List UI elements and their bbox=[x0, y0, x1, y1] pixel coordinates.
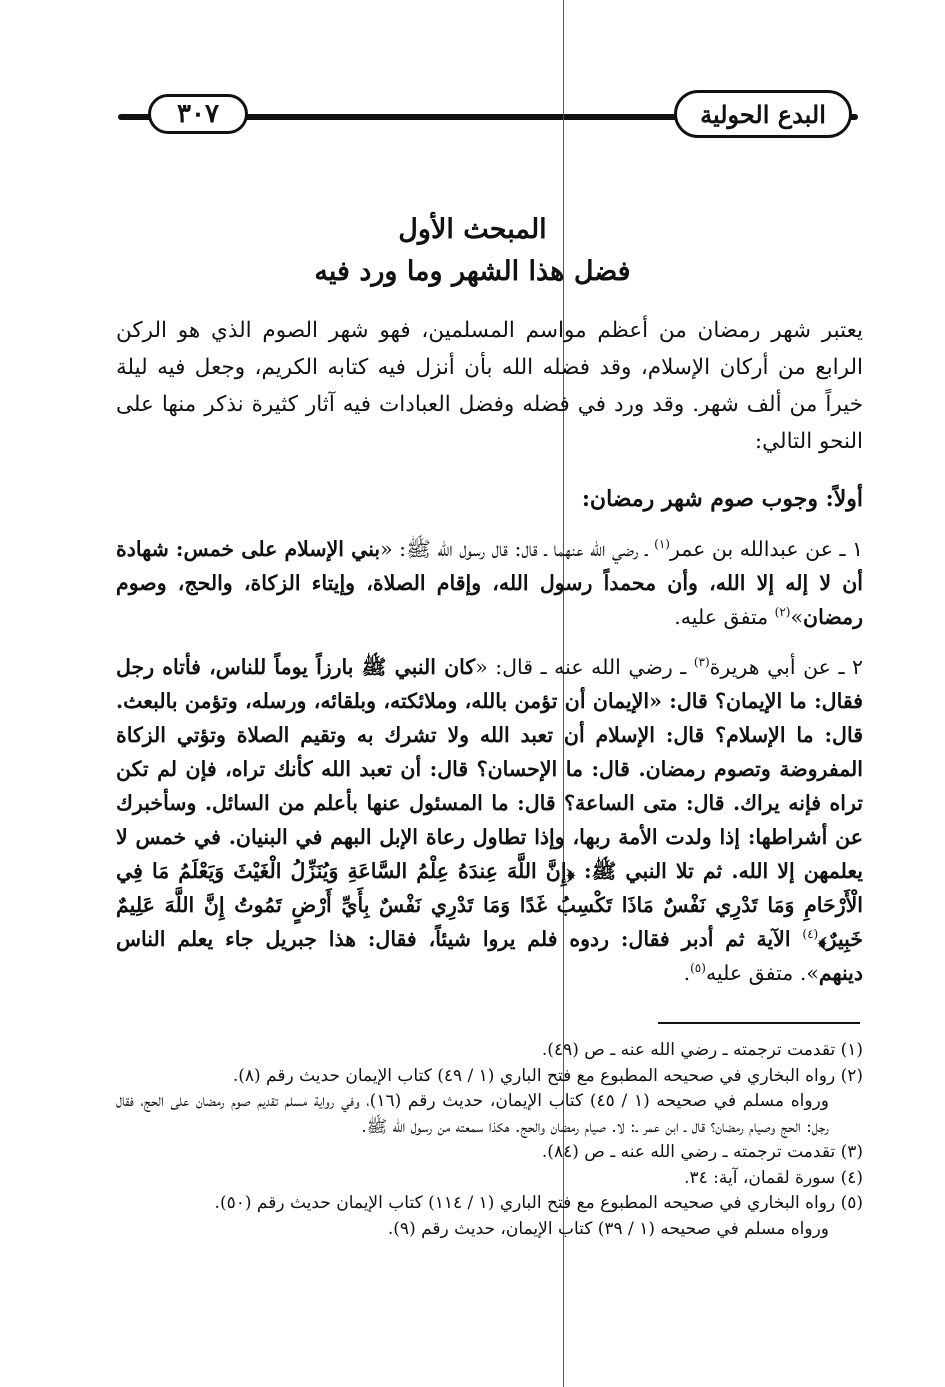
page-number: ٣٠٧ bbox=[148, 94, 248, 134]
footnote-2: (٢) رواه البخاري في صحيحه المطبوع مع فتح الباري (١ / ٤٩) كتاب الإيمان حديث رقم (٨). bbox=[232, 1065, 863, 1086]
hadith-2-close-quote: ». bbox=[799, 961, 819, 985]
hadith-2-text: كان النبي ﷺ بارزاً يوماً للناس، فأتاه رجل فقال: ما الإيمان؟ قال: «الإيمان أن تؤمن بالله، وملائكته، وبلقائه، ورسله، وتؤمن بالبعث. قال: ما الإسلام؟ قال: الإسلام أن تعبد الله ولا تشرك به وتقيم الصلاة وتؤتي الزكاة المفروضة وتصوم رمضان. قال: ما الإحسان؟ قال: أن تعبد الله كأنك تراه، فإن لم تكن تراه فإنه يراك. قال: متى الساعة؟ قال: ما المسئول عنها بأعلم من السائل. وسأخبرك عن أشراطها: إذا ولدت الأمة ربها، وإذا تطاول رعاة الإبل البهم في البنيان. في خمس لا يعلمهن إلا الله. ثم تلا النبي ﷺ: ﴿إِنَّ اللَّهَ عِندَهُ عِلْمُ السَّاعَةِ وَيُنَزِّلُ الْغَيْثَ وَيَعْلَمُ مَا فِي الْأَرْحَامِ وَمَا تَدْرِي نَفْسٌ مَاذَا تَكْسِبُ غَدًا وَمَا تَدْرِي نَفْسٌ بِأَيِّ أَرْضٍ تَمُوتُ إِنَّ اللَّهَ عَلِيمٌ خَبِيرٌ﴾ bbox=[116, 655, 863, 951]
hadith-1 bbox=[116, 532, 863, 634]
hadith-2-attribution: ـ رضي الله عنه ـ قال: « bbox=[475, 655, 694, 679]
subheading: أولاً: وجوب صوم شهر رمضان: bbox=[581, 486, 863, 512]
footnote-3: (٣) تقدمت ترجمته ـ رضي الله عنه ـ ص (٨٤). bbox=[541, 1142, 863, 1162]
hadith-1-lead: ١ ـ عن عبدالله بن عمر bbox=[669, 537, 864, 561]
hadith-1-attribution: ـ رضي الله عنهما ـ قال: قال رسول الله ﷺ: « bbox=[380, 537, 655, 561]
footnote-ref-3: (٣) bbox=[693, 655, 710, 670]
hadith-1-text: بني الإسلام على خمس: شهادة أن لا إله إلا الله، وأن محمداً رسول الله، وإقام الصلاة، وإيتاء الزكاة، والحج، وصوم رمضان bbox=[116, 537, 863, 629]
footnote-1: (١) تقدمت ترجمته ـ رضي الله عنه ـ ص (٤٩). bbox=[541, 1040, 863, 1060]
footnote-5-continued: ورواه مسلم في صحيحه (١ / ٣٩) كتاب الإيمان، حديث رقم (٩). bbox=[387, 1218, 829, 1239]
footnote-ref-5: (٥) bbox=[690, 961, 706, 976]
hadith-2-end: . bbox=[683, 961, 691, 985]
footnote-ref-2: (٢) bbox=[774, 605, 791, 620]
hadith-2-lead: ٢ ـ عن أبي هريرة bbox=[709, 655, 863, 679]
footnote-ref-1: (١) bbox=[654, 537, 670, 552]
hadith-1-tail: متفق عليه. bbox=[674, 605, 775, 629]
footnote-5: (٥) رواه البخاري في صحيحه المطبوع مع فتح الباري (١ / ١١٤) كتاب الإيمان حديث رقم (٥٠). bbox=[214, 1193, 863, 1213]
section-title: المبحث الأول bbox=[398, 214, 547, 245]
hadith-2-text-continued: الآية ثم أدبر فقال: ردوه فلم يروا شيئاً، فقال: هذا جبريل جاء يعلم الناس دينهم bbox=[116, 927, 863, 985]
running-header bbox=[118, 88, 858, 150]
hadith-1-close-quote: » bbox=[790, 605, 804, 629]
footnotes bbox=[116, 1038, 863, 1242]
hadith-2 bbox=[116, 650, 863, 990]
footnote-4: (٤) سورة لقمان، آية: ٣٤. bbox=[684, 1167, 863, 1188]
hadith-2-tail: متفق عليه bbox=[705, 961, 800, 985]
book-title: البدع الحولية bbox=[674, 90, 852, 138]
footnote-2-continued: ورواه مسلم في صحيحه (١ / ٤٥) كتاب الإيمان، حديث رقم (١٦)، وفي رواية مسلم تقديم صوم رمضان على الحج، فقال رجل: الحج وصيام رمضان؟ قال ـ ابن عمر ـ: لا. صيام رمضان والحج. هكذا سمعته من رسول الله ﷺ. bbox=[116, 1091, 829, 1137]
section-subtitle: فضل هذا الشهر وما ورد فيه bbox=[314, 256, 631, 287]
intro-paragraph: يعتبر شهر رمضان من أعظم مواسم المسلمين، فهو شهر الصوم الذي هو الركن الرابع من أركان الإسلام، وقد فضله الله بأن أنزل فيه كتابه الكريم، وجعل فيه ليلة خيراً من ألف شهر. وقد ورد في فضله وفضل العبادات فيه آثار كثيرة نذكر منها على النحو التالي: bbox=[116, 318, 863, 454]
footnote-ref-4: (٤) bbox=[802, 927, 819, 942]
footnote-separator bbox=[658, 1022, 860, 1024]
